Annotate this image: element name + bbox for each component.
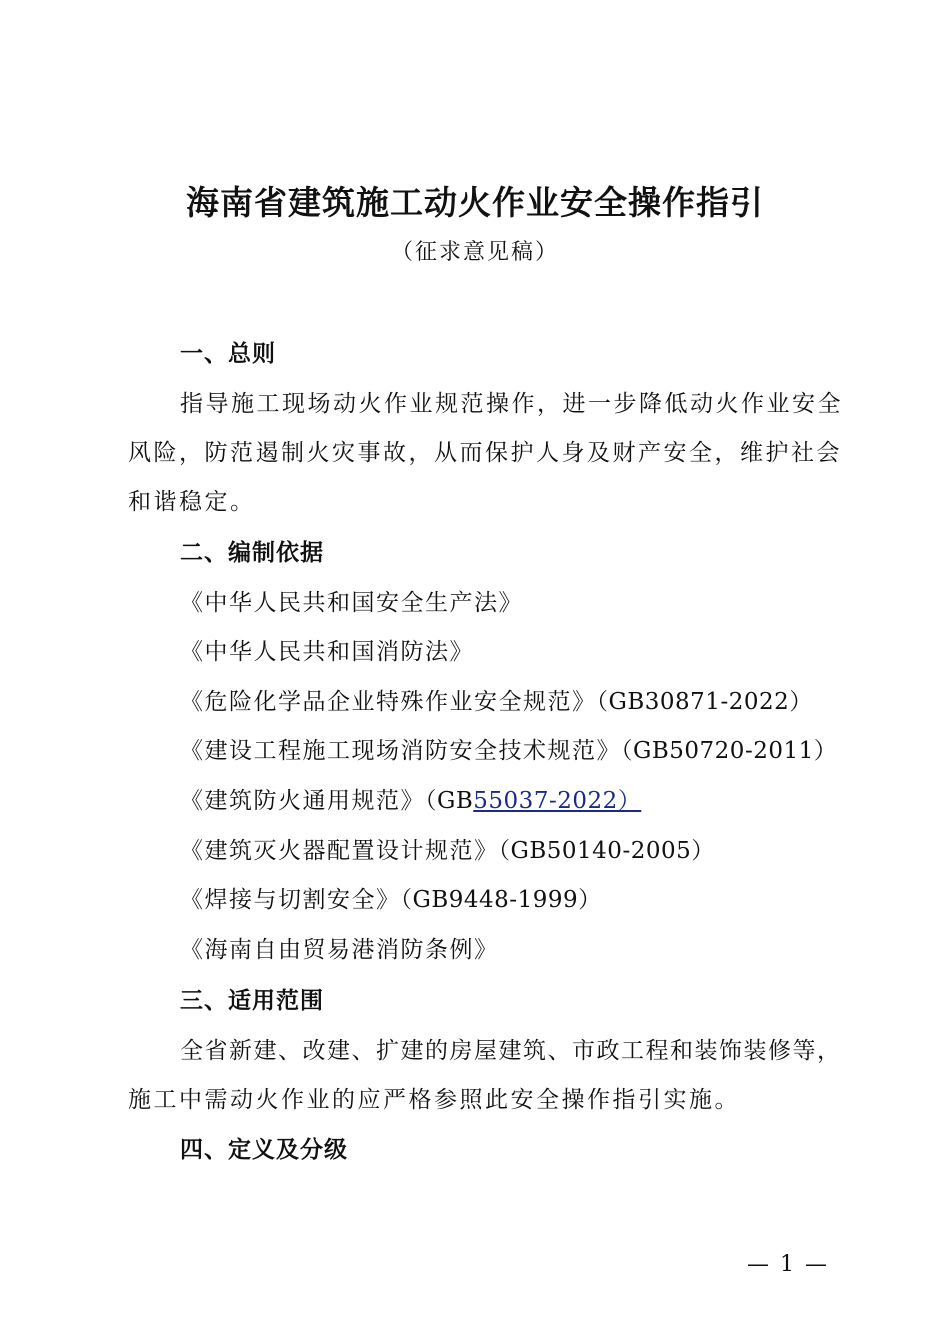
law-code: （GB9448-1999） <box>400 887 602 913</box>
law-item <box>180 833 840 869</box>
law-item <box>180 882 840 918</box>
law-code: （GB50720-2011） <box>621 738 838 764</box>
law-code: （GB50140-2005） <box>498 838 715 864</box>
law-item <box>180 932 840 968</box>
law-name: 《建筑防火通用规范》 <box>180 788 425 814</box>
law-name: 《海南自由贸易港消防条例》 <box>180 937 499 963</box>
law-name: 《危险化学品企业特殊作业安全规范》 <box>180 689 597 715</box>
law-name: 《中华人民共和国安全生产法》 <box>180 590 523 616</box>
law-item <box>180 585 840 621</box>
law-name: 《建筑灭火器配置设计规范》 <box>180 838 499 864</box>
law-name: 《焊接与切割安全》 <box>180 887 401 913</box>
paragraph-line: 指导施工现场动火作业规范操作，进一步降低动火作业安全 <box>180 391 843 417</box>
law-code-prefix: （GB <box>425 788 474 814</box>
paragraph-line: 全省新建、改建、扩建的房屋建筑、市政工程和装饰装修等， <box>180 1038 842 1064</box>
law-item <box>180 684 840 720</box>
paragraph-line: 风险，防范遏制火灾事故，从而保护人身及财产安全，维护社会 <box>128 440 842 466</box>
paragraph-line: 施工中需动火作业的应严格参照此安全操作指引实施。 <box>128 1087 740 1113</box>
section-heading-basis: 二、编制依据 <box>180 540 324 566</box>
section-heading-general: 一、总则 <box>180 341 276 367</box>
law-code-link[interactable]: 55037-2022） <box>473 788 642 814</box>
document-subtitle: （征求意见稿） <box>390 240 559 265</box>
section-heading-definition: 四、定义及分级 <box>180 1137 348 1163</box>
page-number: — 1 — <box>747 1252 829 1277</box>
paragraph-line: 和谐稳定。 <box>128 489 256 515</box>
section-heading-scope: 三、适用范围 <box>180 988 324 1014</box>
law-name: 《建设工程施工现场消防安全技术规范》 <box>180 738 621 764</box>
law-item <box>180 783 840 819</box>
document-title: 海南省建筑施工动火作业安全操作指引 <box>186 183 764 222</box>
law-item <box>180 733 840 769</box>
law-name: 《中华人民共和国消防法》 <box>180 639 474 665</box>
law-item <box>180 634 840 670</box>
law-code: （GB30871-2022） <box>596 689 813 715</box>
